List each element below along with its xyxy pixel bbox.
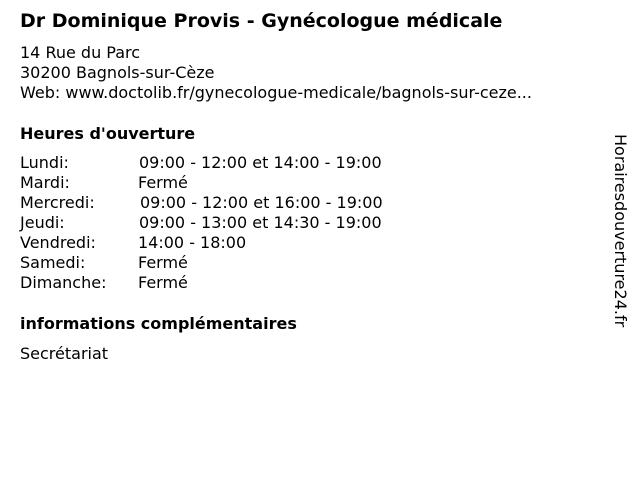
- info-heading: informations complémentaires: [20, 314, 297, 333]
- hours-value: Fermé: [138, 253, 188, 272]
- hours-value: Fermé: [138, 273, 188, 292]
- day-label: Mercredi:: [20, 193, 95, 212]
- day-label: Samedi:: [20, 253, 86, 272]
- day-label: Dimanche:: [20, 273, 107, 292]
- hours-value: 09:00 - 12:00 et 16:00 - 19:00: [140, 193, 383, 212]
- day-label: Jeudi:: [20, 213, 65, 232]
- address-city: 30200 Bagnols-sur-Cèze: [20, 63, 215, 82]
- hours-value: 14:00 - 18:00: [138, 233, 247, 252]
- day-label: Mardi:: [20, 173, 70, 192]
- address-block: [20, 43, 532, 103]
- info-text: Secrétariat: [20, 344, 109, 363]
- hours-heading: Heures d'ouverture: [20, 124, 196, 143]
- site-watermark: Horairesdouverture24.fr: [611, 134, 630, 328]
- hours-value: Fermé: [138, 173, 188, 192]
- page-title: Dr Dominique Provis - Gynécologue médicale: [20, 10, 503, 32]
- address-street: 14 Rue du Parc: [20, 43, 141, 62]
- website-link[interactable]: Web: www.doctolib.fr/gynecologue-medicale/bagnols-sur-ceze...: [20, 83, 532, 102]
- hours-value: 09:00 - 13:00 et 14:30 - 19:00: [139, 213, 382, 232]
- day-label: Lundi:: [20, 153, 69, 172]
- hours-value: 09:00 - 12:00 et 14:00 - 19:00: [139, 153, 382, 172]
- day-label: Vendredi:: [20, 233, 96, 252]
